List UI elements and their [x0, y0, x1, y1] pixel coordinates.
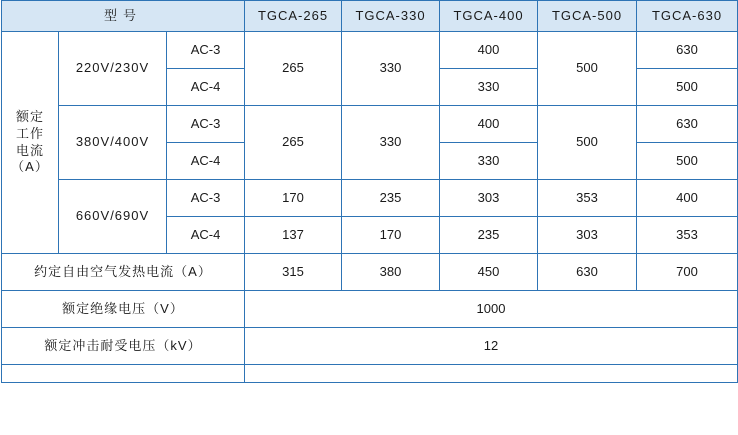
table-row: [2, 32, 738, 69]
cell-g1r0-c4: 630: [637, 106, 738, 143]
cell-g1r0-c2: 400: [440, 106, 538, 143]
utilization-category-0-1: AC-4: [167, 69, 245, 106]
impulse-voltage-label: 额定冲击耐受电压（kV）: [2, 328, 245, 365]
thermal-current-c2: 450: [440, 254, 538, 291]
cell-g2r1-c2: 235: [440, 217, 538, 254]
utilization-category-2-0: AC-3: [167, 180, 245, 217]
header-col-0: TGCA-265: [245, 1, 342, 32]
thermal-current-c4: 700: [637, 254, 738, 291]
cell-g2r0-c4: 400: [637, 180, 738, 217]
header-col-1: TGCA-330: [342, 1, 440, 32]
cell-g1-c1: 330: [342, 106, 440, 180]
cell-g2r0-c3: 353: [538, 180, 637, 217]
rated-current-label-line-0: 额定: [15, 108, 44, 124]
header-col-2: TGCA-400: [440, 1, 538, 32]
voltage-group-2-label: 660V/690V: [59, 180, 167, 254]
cell-g0r1-c4: 500: [637, 69, 738, 106]
cell-g2r1-c3: 303: [538, 217, 637, 254]
cell-g0r0-c4: 630: [637, 32, 738, 69]
partial-row-label: [2, 365, 245, 383]
thermal-current-label: 约定自由空气发热电流（A）: [2, 254, 245, 291]
cell-g1-c3: 500: [538, 106, 637, 180]
cell-g1r1-c4: 500: [637, 143, 738, 180]
utilization-category-1-1: AC-4: [167, 143, 245, 180]
cell-g1-c0: 265: [245, 106, 342, 180]
specification-table: [1, 0, 738, 383]
rated-current-label-line-2: 电流: [15, 142, 44, 158]
table-row: [2, 328, 738, 365]
cell-g2r0-c2: 303: [440, 180, 538, 217]
rated-current-label-line-1: 工作: [15, 125, 44, 141]
table-row: [2, 291, 738, 328]
cell-g2r0-c1: 235: [342, 180, 440, 217]
thermal-current-c1: 380: [342, 254, 440, 291]
cell-g2r1-c0: 137: [245, 217, 342, 254]
cell-g0-c1: 330: [342, 32, 440, 106]
table-row-partial: [2, 365, 738, 383]
cell-g2r1-c4: 353: [637, 217, 738, 254]
voltage-group-1-label: 380V/400V: [59, 106, 167, 180]
voltage-group-0-label: 220V/230V: [59, 32, 167, 106]
rated-current-label: [2, 32, 59, 254]
table-row: [2, 106, 738, 143]
cell-g2r1-c1: 170: [342, 217, 440, 254]
rated-current-label-line-3: （A）: [11, 159, 49, 175]
cell-g1r1-c2: 330: [440, 143, 538, 180]
header-model-label: 型号: [2, 1, 245, 32]
insulation-voltage-label: 额定绝缘电压（V）: [2, 291, 245, 328]
header-col-3: TGCA-500: [538, 1, 637, 32]
cell-g2r0-c0: 170: [245, 180, 342, 217]
table-header-row: [2, 1, 738, 32]
thermal-current-c3: 630: [538, 254, 637, 291]
cell-g0-c0: 265: [245, 32, 342, 106]
insulation-voltage-value: 1000: [245, 291, 738, 328]
table-row: [2, 254, 738, 291]
thermal-current-c0: 315: [245, 254, 342, 291]
header-col-4: TGCA-630: [637, 1, 738, 32]
cell-g0r0-c2: 400: [440, 32, 538, 69]
table-row: [2, 180, 738, 217]
cell-g0r1-c2: 330: [440, 69, 538, 106]
utilization-category-0-0: AC-3: [167, 32, 245, 69]
partial-row-value: [245, 365, 738, 383]
impulse-voltage-value: 12: [245, 328, 738, 365]
utilization-category-2-1: AC-4: [167, 217, 245, 254]
utilization-category-1-0: AC-3: [167, 106, 245, 143]
cell-g0-c3: 500: [538, 32, 637, 106]
